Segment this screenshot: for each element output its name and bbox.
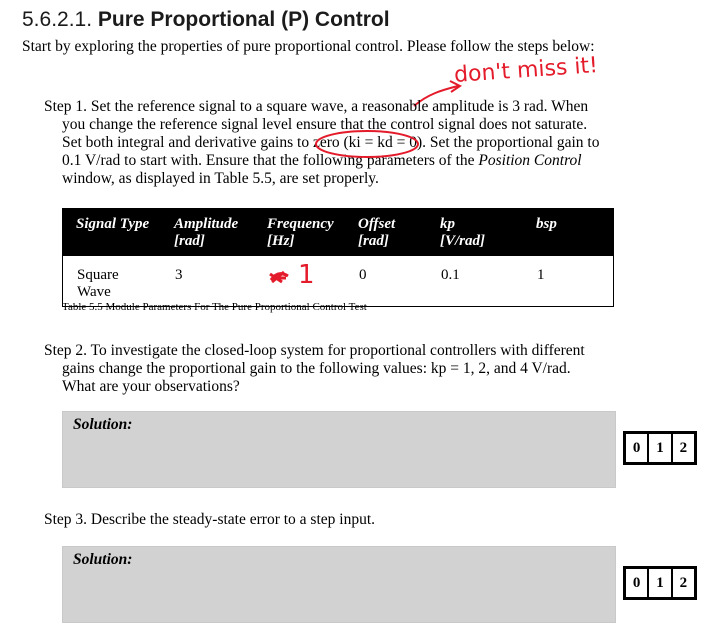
section-heading: [22, 8, 390, 32]
step-1-line-3: Set both integral and derivative gains to zero (ki = kd = 0). Set the proportional gain to: [62, 134, 600, 151]
cell-signal-type: Square Wave: [77, 267, 119, 300]
score-option-2[interactable]: 2: [679, 574, 688, 591]
intro-paragraph: Start by exploring the properties of pure proportional control. Please follow the steps below:: [22, 38, 595, 55]
section-title: Pure Proportional (P) Control: [97, 8, 390, 31]
section-number: 5.6.2.1.: [22, 8, 93, 31]
score-option-0[interactable]: 0: [626, 434, 649, 462]
step-2-line-1: Step 2. To investigate the closed-loop system for proportional controllers with different: [44, 342, 585, 359]
freq-handwritten: 1: [298, 260, 315, 290]
header-signal-type: Signal Type: [76, 216, 150, 232]
scribble-mark: [268, 266, 294, 288]
solution-box-step-3[interactable]: [62, 546, 616, 623]
header-bsp: bsp: [536, 216, 557, 232]
step-2-line-2: gains change the proportional gain to the following values: kp = 1, 2, and 4 V/rad.: [62, 360, 571, 377]
cell-frequency: [268, 262, 338, 292]
cell-kp: 0.1: [441, 267, 460, 283]
score-option-2[interactable]: 2: [679, 439, 688, 456]
cell-amplitude: 3: [175, 267, 183, 283]
score-box-step-3: [623, 566, 697, 600]
header-offset: Offset [rad]: [358, 216, 396, 249]
score-option-1[interactable]: 1: [649, 434, 672, 462]
table-header-row: [62, 208, 614, 256]
header-amplitude: Amplitude [rad]: [174, 216, 239, 249]
cell-offset: 0: [359, 267, 367, 283]
step-1-line-5: window, as displayed in Table 5.5, are set properly.: [62, 170, 379, 187]
step-1-line-1: Step 1. Set the reference signal to a square wave, a reasonable amplitude is 3 rad. When: [44, 98, 589, 115]
gains-zero-expression: (ki = kd = 0): [343, 134, 423, 151]
solution-box-step-2[interactable]: [62, 411, 616, 488]
score-box-step-2: [623, 431, 697, 465]
score-option-0[interactable]: 0: [626, 569, 649, 597]
step-1-line-4: 0.1 V/rad to start with. Ensure that the following parameters of the Position Control: [62, 152, 582, 169]
annotation-text: don't miss it!: [453, 53, 599, 88]
step-3-line-1: Step 3. Describe the steady-state error to a step input.: [44, 511, 375, 528]
solution-label: Solution:: [73, 416, 133, 433]
step-1-line-2: you change the reference signal level ensure that the control signal does not saturate.: [62, 116, 588, 133]
step-2-line-3: What are your observations?: [62, 378, 240, 395]
table-row: [62, 256, 614, 307]
annotation-circle: [312, 128, 422, 160]
cell-bsp: 1: [537, 267, 545, 283]
header-frequency: Frequency [Hz]: [267, 216, 334, 249]
solution-label: Solution:: [73, 551, 133, 568]
score-option-1[interactable]: 1: [649, 569, 672, 597]
table-caption: Table 5.5 Module Parameters For The Pure Proportional Control Test: [62, 301, 367, 313]
header-kp: kp [V/rad]: [440, 216, 485, 249]
